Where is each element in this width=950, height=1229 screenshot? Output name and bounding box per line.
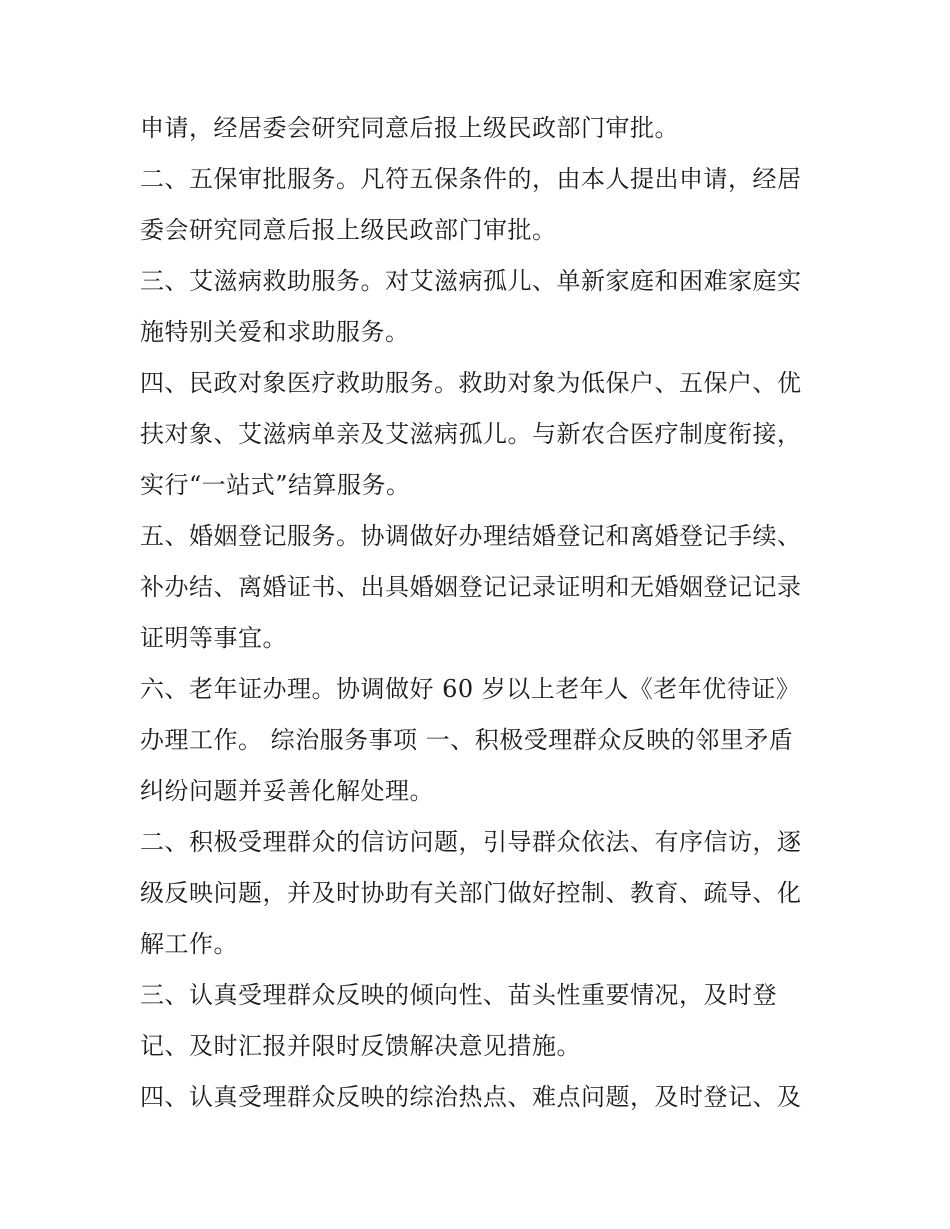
text-line: 办理工作。 综治服务事项 一、积极受理群众反映的邻里矛盾	[140, 726, 794, 754]
text-line: 委会研究同意后报上级民政部门审批。	[140, 216, 557, 244]
text-line: 四、民政对象医疗救助服务。救助对象为低保户、五保户、优	[140, 369, 802, 397]
text-line: 四、认真受理群众反映的综治热点、难点问题，及时登记、及	[140, 1083, 802, 1111]
text-line: 记、及时汇报并限时反馈解决意见措施。	[140, 1032, 581, 1060]
text-line: 证明等事宜。	[140, 624, 287, 652]
text-line: 扶对象、艾滋病单亲及艾滋病孤儿。与新农合医疗制度衔接，	[140, 420, 802, 448]
text-line: 解工作。	[140, 930, 238, 958]
text-line: 六、老年证办理。协调做好 60 岁以上老年人《老年优待证》	[140, 675, 801, 703]
text-line: 补办结、离婚证书、出具婚姻登记记录证明和无婚姻登记记录	[140, 573, 802, 601]
text-line: 申请，经居委会研究同意后报上级民政部门审批。	[140, 114, 679, 142]
text-line: 施特别关爱和求助服务。	[140, 318, 410, 346]
text-line: 五、婚姻登记服务。协调做好办理结婚登记和离婚登记手续、	[140, 522, 802, 550]
text-line: 纠纷问题并妥善化解处理。	[140, 777, 434, 805]
text-line: 三、艾滋病救助服务。对艾滋病孤儿、单新家庭和困难家庭实	[140, 267, 802, 295]
text-line: 级反映问题，并及时协助有关部门做好控制、教育、疏导、化	[140, 879, 802, 907]
document-body	[140, 108, 840, 1128]
text-line: 二、积极受理群众的信访问题，引导群众依法、有序信访，逐	[140, 828, 802, 856]
text-line: 实行“一站式”结算服务。	[140, 471, 411, 499]
text-line: 二、五保审批服务。凡符五保条件的，由本人提出申请，经居	[140, 165, 802, 193]
text-line: 三、认真受理群众反映的倾向性、苗头性重要情况，及时登	[140, 981, 777, 1009]
